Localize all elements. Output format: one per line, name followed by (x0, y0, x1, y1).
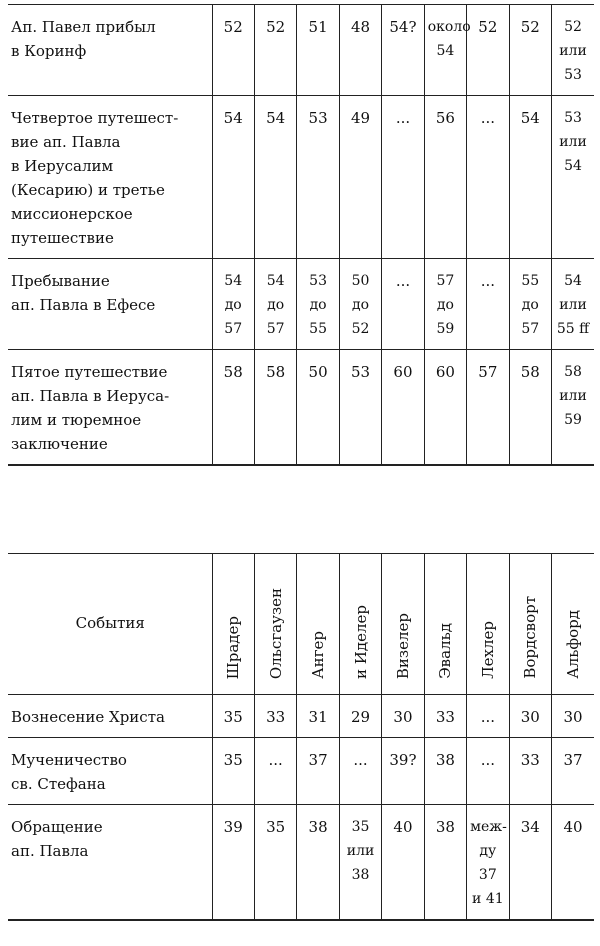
year-cell: 38 (424, 738, 466, 805)
author-name: Вордсворт (521, 596, 540, 679)
author-name: Ангер (309, 631, 328, 679)
year-cell: 33 (509, 738, 551, 805)
author-name: Альфорд (564, 610, 582, 679)
year-cell: 54 до 57 (254, 259, 296, 350)
year-cell: 55 до 57 (509, 259, 551, 350)
author-name: Эвальд (436, 623, 455, 679)
events-column-header: События (8, 554, 212, 695)
table-row (8, 350, 594, 466)
year-cell: 54 (254, 96, 296, 259)
year-cell: 53 (339, 350, 381, 466)
event-cell: Мученичество св. Стефана (8, 738, 212, 805)
year-cell: 60 (382, 350, 424, 466)
year-cell: 57 до 59 (424, 259, 466, 350)
year-cell: 56 (424, 96, 466, 259)
event-cell: Пятое путешествие ап. Павла в Иеруса- лим и тюремное заключение (8, 350, 212, 466)
year-cell: 52 (212, 5, 254, 96)
year-cell: ... (467, 738, 509, 805)
table-row (8, 96, 594, 259)
year-cell: 54 или 55 ff (552, 259, 595, 350)
year-cell: ... (339, 738, 381, 805)
year-cell: 58 (254, 350, 296, 466)
author-column-header (467, 554, 509, 695)
author-column-header (297, 554, 339, 695)
year-cell: 57 (467, 350, 509, 466)
year-cell: 48 (339, 5, 381, 96)
year-cell: 38 (424, 805, 466, 921)
header-row (8, 554, 594, 695)
year-cell: 54 до 57 (212, 259, 254, 350)
year-cell: 54 (509, 96, 551, 259)
year-cell: 37 (297, 738, 339, 805)
year-cell: 30 (509, 695, 551, 738)
year-cell: 53 или 54 (552, 96, 595, 259)
author-column-header (254, 554, 296, 695)
year-cell: 51 (297, 5, 339, 96)
year-cell: 35 (254, 805, 296, 921)
year-cell: 39? (382, 738, 424, 805)
year-cell: 58 (212, 350, 254, 466)
year-cell: 39 (212, 805, 254, 921)
chronology-table-bottom (8, 553, 594, 921)
year-cell: 34 (509, 805, 551, 921)
event-cell: Обращение ап. Павла (8, 805, 212, 921)
chronology-table-top (8, 4, 594, 466)
year-cell: ... (467, 259, 509, 350)
year-cell: ... (382, 96, 424, 259)
year-cell: меж- ду 37 и 41 (467, 805, 509, 921)
year-cell: 53 (297, 96, 339, 259)
year-cell: ... (467, 96, 509, 259)
year-cell: 60 (424, 350, 466, 466)
table-row (8, 805, 594, 921)
year-cell: 30 (382, 695, 424, 738)
author-name: Шрадер (224, 615, 243, 679)
year-cell: 53 до 55 (297, 259, 339, 350)
year-cell: 40 (382, 805, 424, 921)
year-cell: 52 (509, 5, 551, 96)
table-row (8, 259, 594, 350)
author-column-header (509, 554, 551, 695)
table-row (8, 695, 594, 738)
year-cell: ... (467, 695, 509, 738)
year-cell: 35 (212, 738, 254, 805)
table-row (8, 738, 594, 805)
year-cell: 50 до 52 (339, 259, 381, 350)
author-name: Ольсгаузен (266, 587, 285, 679)
table-row (8, 5, 594, 96)
author-column-header (212, 554, 254, 695)
year-cell: 50 (297, 350, 339, 466)
year-cell: 58 или 59 (552, 350, 595, 466)
year-cell: 31 (297, 695, 339, 738)
event-cell: Ап. Павел прибыл в Коринф (8, 5, 212, 96)
year-cell: 49 (339, 96, 381, 259)
event-cell: Четвертое путешест- вие ап. Павла в Иерусалим (Кесарию) и третье миссионерское путешествие (8, 96, 212, 259)
event-cell: Вознесение Христа (8, 695, 212, 738)
year-cell: 54 (212, 96, 254, 259)
author-name: Лехлер (478, 621, 497, 679)
year-cell: 52 (254, 5, 296, 96)
year-cell: 52 (467, 5, 509, 96)
author-name: и Иделер (351, 605, 370, 679)
year-cell: 35 или 38 (339, 805, 381, 921)
author-column-header (552, 554, 595, 695)
year-cell: 33 (254, 695, 296, 738)
event-cell: Пребывание ап. Павла в Ефесе (8, 259, 212, 350)
year-cell: 37 (552, 738, 595, 805)
author-column-header (424, 554, 466, 695)
year-cell: 33 (424, 695, 466, 738)
year-cell: ... (254, 738, 296, 805)
author-column-header (382, 554, 424, 695)
year-cell: 58 (509, 350, 551, 466)
year-cell: 35 (212, 695, 254, 738)
year-cell: 52 или 53 (552, 5, 595, 96)
year-cell: 38 (297, 805, 339, 921)
year-cell: 54? (382, 5, 424, 96)
year-cell: 40 (552, 805, 595, 921)
author-column-header (339, 554, 381, 695)
year-cell: 30 (552, 695, 595, 738)
year-cell: около 54 (424, 5, 466, 96)
year-cell: 29 (339, 695, 381, 738)
year-cell: ... (382, 259, 424, 350)
author-name: Визелер (393, 612, 412, 679)
